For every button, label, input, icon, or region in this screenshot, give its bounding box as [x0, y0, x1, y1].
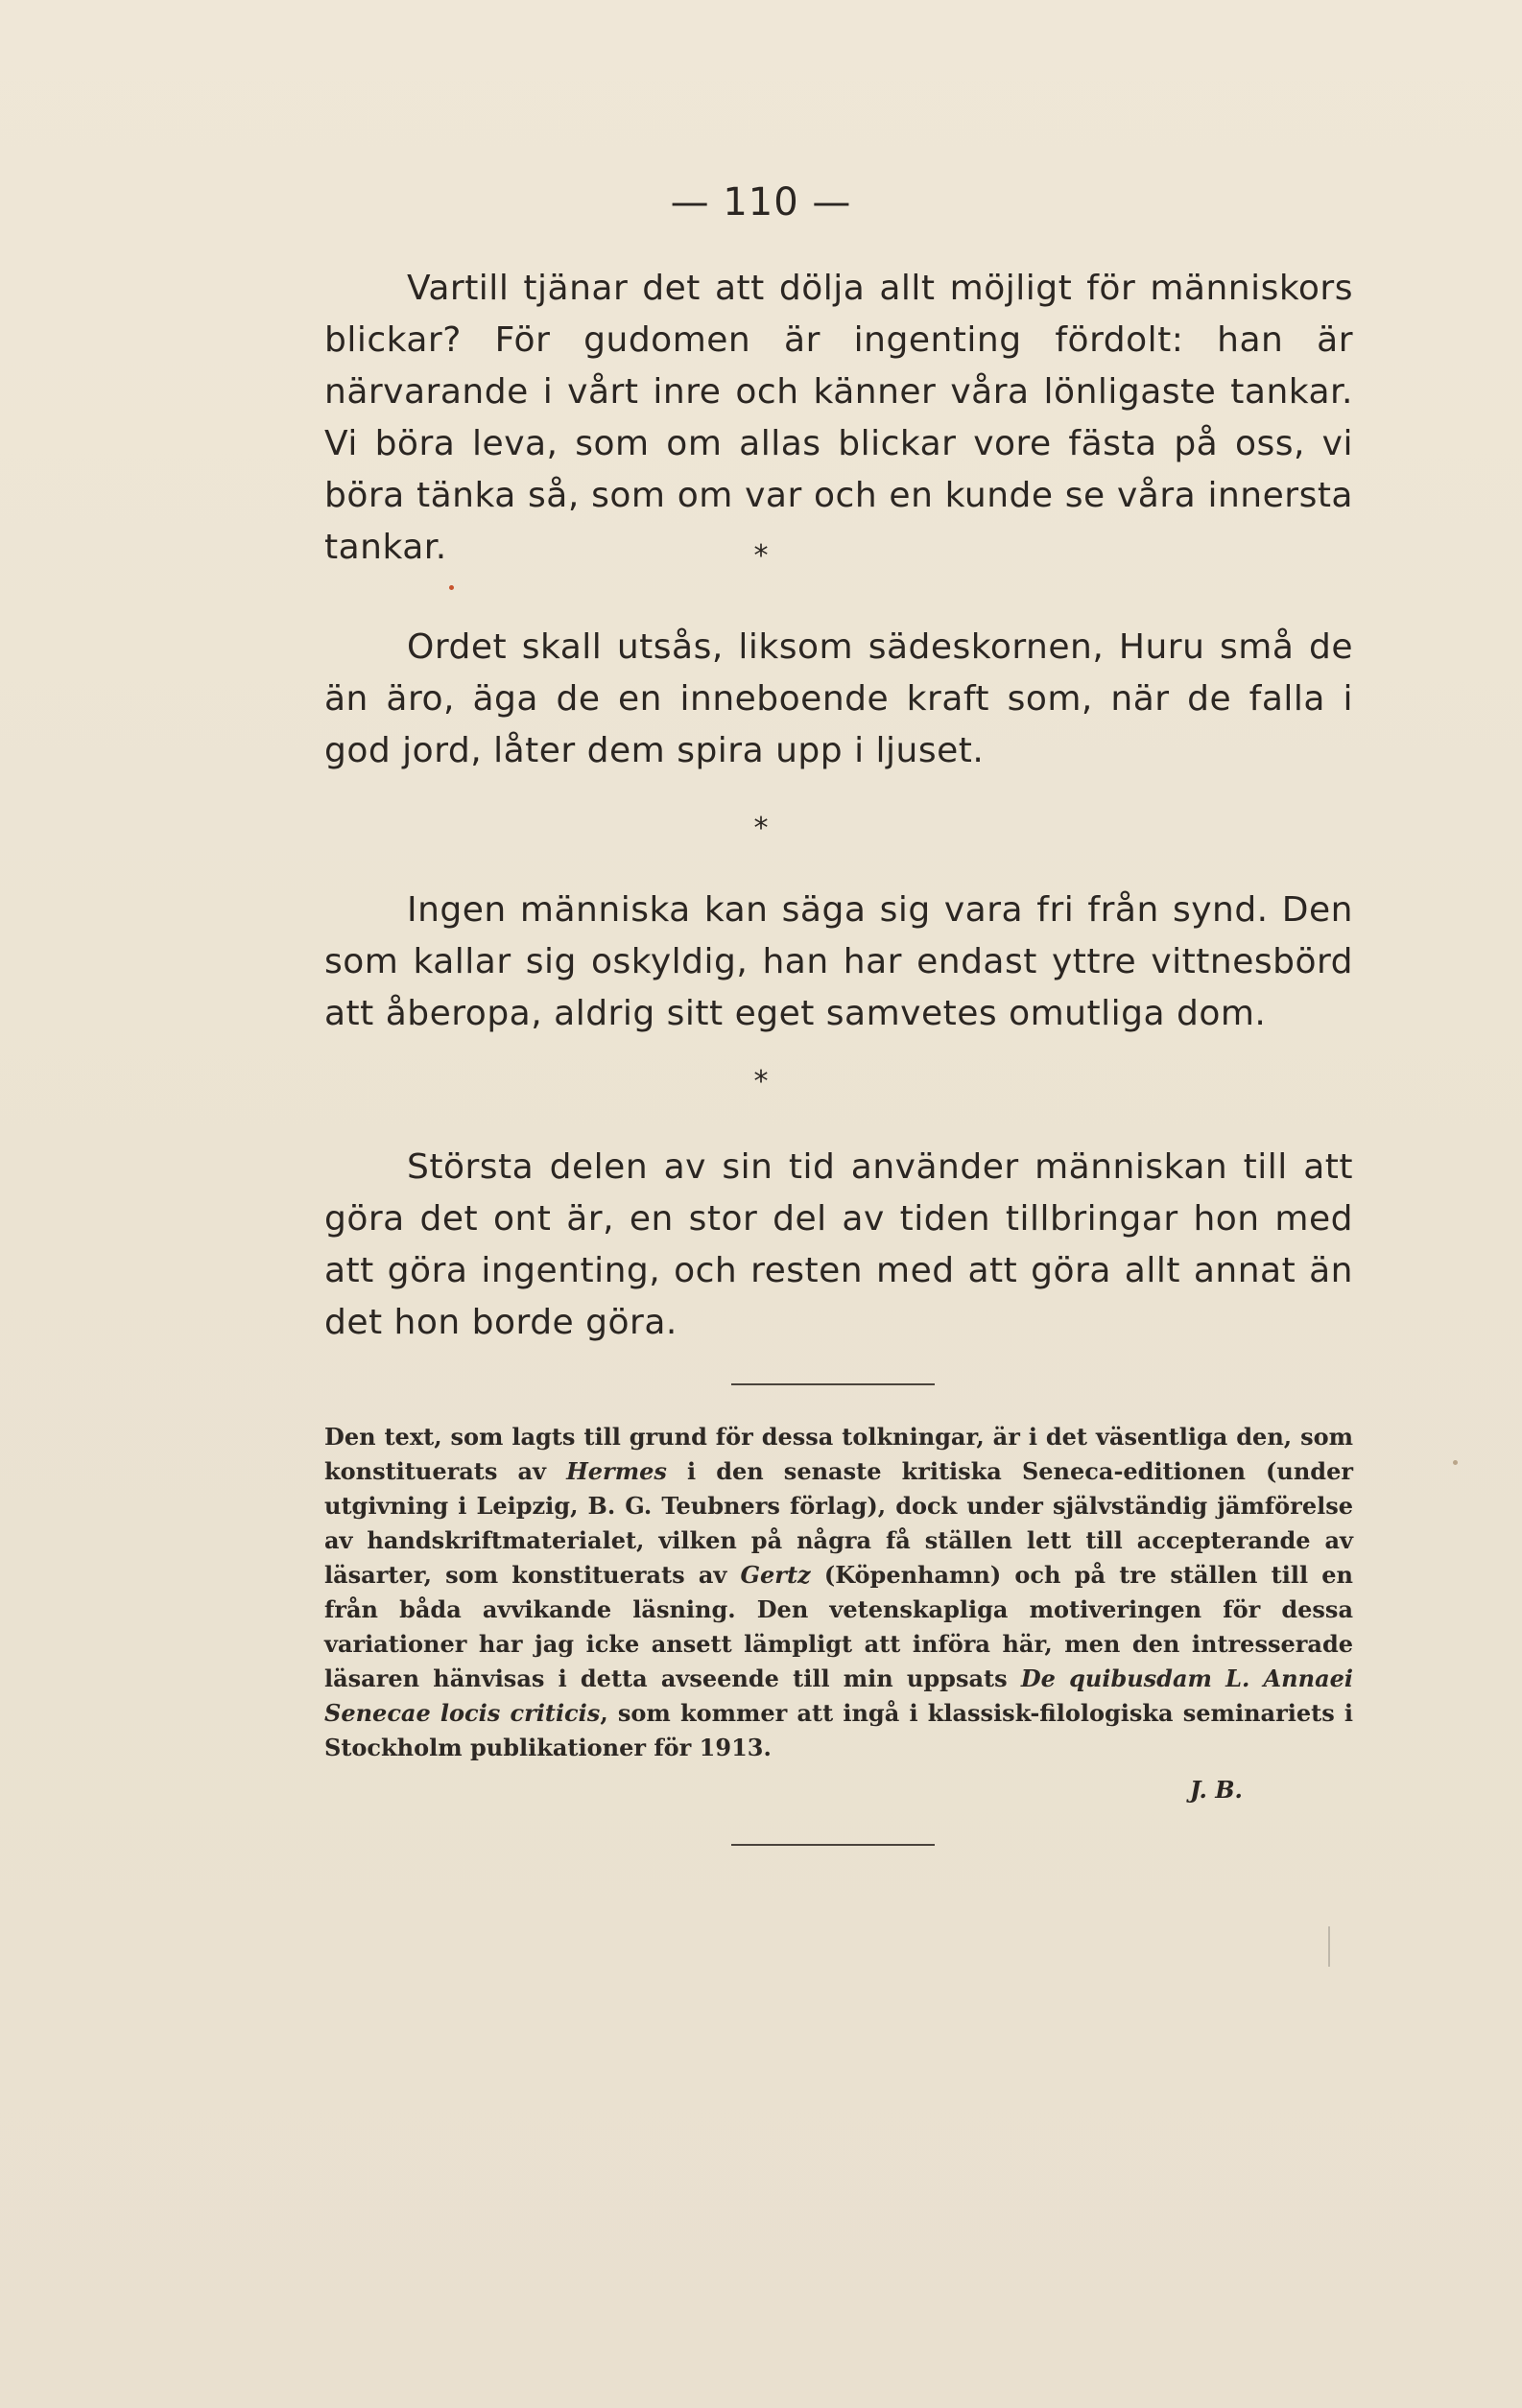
footnote-title: De quibusdam L. Annaei Senecae locis criticis: [324, 1664, 1354, 1727]
section-separator-2: *: [753, 812, 769, 845]
footnote-gertz: Gertz: [740, 1561, 811, 1589]
paragraph-3: [324, 885, 1353, 1040]
footnote: [324, 1420, 1353, 1765]
paper-mark: [1328, 1926, 1330, 1967]
ink-speck: [1453, 1460, 1458, 1465]
paragraph-text: Ingen människa kan säga sig vara fri från synd. Den som kallar sig oskyldig, han har endast yttre vittnesbörd att åberopa, aldrig sitt eget samvetes omutliga dom.: [324, 890, 1353, 1033]
paragraph-text: Ordet skall utsås, liksom sädeskornen, Huru små de än äro, äga de en inneboende kraft som, när de falla i god jord, låter dem spira upp i ljuset.: [324, 627, 1353, 770]
footnote-text: , som kommer att ingå i klassisk-filologiska seminariets i Stockholm publikationer för 1913.: [324, 1699, 1353, 1761]
ink-speck: [449, 585, 454, 590]
paragraph-2: [324, 622, 1353, 777]
footnote-text: i den senaste kritiska Seneca-editionen (under utgivning i Leipzig, B. G. Teubners förlag), dock under självständig jämförelse av handskriftmaterialet, vilken på några få ställen lett till accepterande av läsarter, som konstituerats av: [324, 1457, 1353, 1589]
paragraph-1: [324, 263, 1353, 574]
footnote-text: (Köpenhamn) och på tre ställen till en från båda avvikande läsning. Den vetenskapliga motiveringen för dessa variationer har jag icke ansett lämpligt att införa här, men den intresserade läsaren hänvisas i detta avseende till min uppsats: [324, 1561, 1353, 1692]
paragraph-4: [324, 1142, 1353, 1349]
footnote-hermes: Hermes: [566, 1457, 667, 1485]
footnote-initials: J. B.: [1190, 1776, 1243, 1804]
section-separator-1: *: [753, 539, 769, 573]
footnote-rule-bottom: [731, 1844, 935, 1846]
paragraph-text: Största delen av sin tid använder människan till att göra det ont är, en stor del av tiden tillbringar hon med att göra ingenting, och resten med att göra allt annat än det hon borde göra.: [324, 1147, 1353, 1342]
paragraph-text: Vartill tjänar det att dölja allt möjligt för människors blickar? För gudomen är ingenting fördolt: han är närvarande i vårt inre och känner våra lönligaste tankar. Vi böra leva, som om allas blickar vore fästa på oss, vi böra tänka så, som om var och en kunde se våra innersta tankar.: [324, 269, 1353, 567]
footnote-rule-top: [731, 1383, 935, 1385]
page-number: — 110 —: [670, 180, 852, 224]
footnote-text: Den text, som lagts till grund för dessa tolkningar, är i det väsentliga den, som konstituerats av: [324, 1423, 1353, 1485]
section-separator-3: *: [753, 1065, 769, 1098]
